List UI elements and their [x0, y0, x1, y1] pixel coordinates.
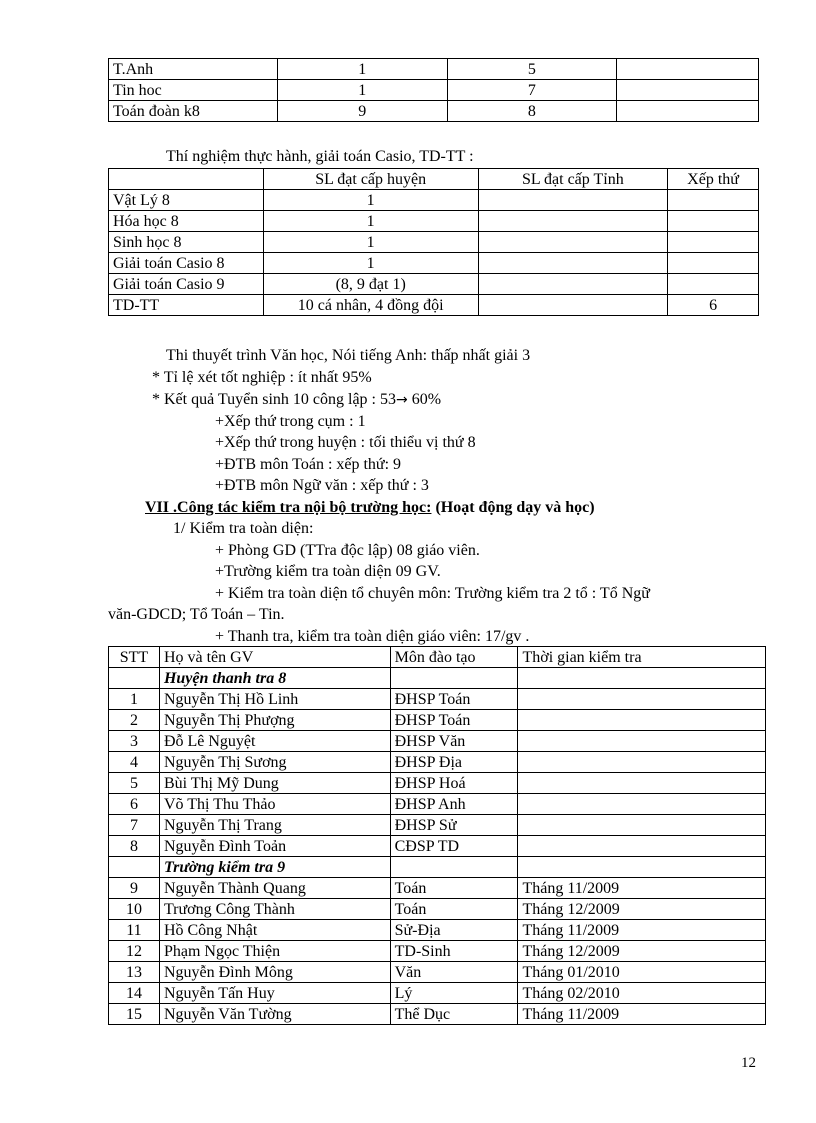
lab-heading: Thí nghiệm thực hành, giải toán Casio, TD-TT : — [166, 148, 474, 165]
table-row — [109, 941, 766, 962]
table-cell: ĐHSP Văn — [390, 731, 518, 752]
table-cell — [518, 815, 766, 836]
table-cell: 5 — [109, 773, 160, 794]
table-cell: T.Anh — [109, 59, 278, 80]
table-cell: 1 — [263, 253, 478, 274]
table-cell — [518, 794, 766, 815]
section-7-item-4a: + Kiểm tra toàn diện tổ chuyên môn: Trường kiểm tra 2 tổ : Tổ Ngữ — [215, 585, 650, 602]
table-cell: Tháng 02/2010 — [518, 983, 766, 1004]
table-cell: Toán — [390, 878, 518, 899]
table-cell — [109, 668, 160, 689]
column-header — [109, 169, 264, 190]
table-cell: 10 — [109, 899, 160, 920]
table-cell: 7 — [109, 815, 160, 836]
table-cell: Bùi Thị Mỹ Dung — [159, 773, 390, 794]
table-cell — [668, 232, 759, 253]
section-7-title — [145, 498, 595, 518]
table-cell: Văn — [390, 962, 518, 983]
table-cell: Hóa học 8 — [109, 211, 264, 232]
table-row — [109, 274, 759, 295]
table-cell: Giải toán Casio 9 — [109, 274, 264, 295]
column-header: SL đạt cấp huyện — [263, 169, 478, 190]
table-row — [109, 920, 766, 941]
table-row — [109, 295, 759, 316]
table-cell — [518, 857, 766, 878]
table-row — [109, 1004, 766, 1025]
table-row — [109, 101, 759, 122]
table-cell: Thể Dục — [390, 1004, 518, 1025]
column-header: Họ và tên GV — [159, 647, 390, 668]
table-cell: Vật Lý 8 — [109, 190, 264, 211]
section-7-title-sub: (Hoạt động dạy và học) — [431, 499, 595, 516]
table-cell — [518, 836, 766, 857]
group-row-district — [109, 668, 766, 689]
table-cell: Nguyễn Thị Sương — [159, 752, 390, 773]
table-cell — [668, 211, 759, 232]
table-cell: Tháng 11/2009 — [518, 878, 766, 899]
table-cell: Tháng 11/2009 — [518, 920, 766, 941]
table-cell — [478, 253, 668, 274]
table-cell: Tháng 12/2009 — [518, 941, 766, 962]
table-row — [109, 836, 766, 857]
notes-line-7: +ĐTB môn Ngữ văn : xếp thứ : 3 — [215, 477, 429, 494]
table-cell: (8, 9 đạt 1) — [263, 274, 478, 295]
teacher-inspection-table — [108, 646, 766, 1025]
notes-line-1: Thi thuyết trình Văn học, Nói tiếng Anh: thấp nhất giải 3 — [166, 347, 531, 364]
column-header: Xếp thứ — [668, 169, 759, 190]
table-cell: Nguyễn Thị Trang — [159, 815, 390, 836]
group-label: Huyện thanh tra 8 — [159, 668, 390, 689]
section-7-item-3: +Trường kiểm tra toàn diện 09 GV. — [215, 563, 441, 580]
table-cell: TD-TT — [109, 295, 264, 316]
group-row-school — [109, 857, 766, 878]
table-cell: Toán đoàn k8 — [109, 101, 278, 122]
table-cell: 8 — [109, 836, 160, 857]
table-cell: Tháng 12/2009 — [518, 899, 766, 920]
table-cell: ĐHSP Anh — [390, 794, 518, 815]
table-row — [109, 689, 766, 710]
table-cell — [617, 80, 759, 101]
arrow-right-icon: → — [396, 392, 408, 408]
table-cell: ĐHSP Toán — [390, 689, 518, 710]
table-cell: Trương Công Thành — [159, 899, 390, 920]
table-cell: 1 — [109, 689, 160, 710]
table-cell: 8 — [447, 101, 617, 122]
table-row — [109, 983, 766, 1004]
table-cell: 6 — [668, 295, 759, 316]
table-cell — [478, 295, 668, 316]
table-cell — [390, 668, 518, 689]
table-cell: Nguyễn Đình Toản — [159, 836, 390, 857]
table-row — [109, 773, 766, 794]
table-cell: 6 — [109, 794, 160, 815]
column-header: STT — [109, 647, 160, 668]
table-cell — [617, 101, 759, 122]
table-row — [109, 731, 766, 752]
results-table-top — [108, 58, 759, 122]
table-cell: ĐHSP Toán — [390, 710, 518, 731]
table-cell — [109, 857, 160, 878]
table-cell: 1 — [263, 211, 478, 232]
table-cell — [478, 190, 668, 211]
table-cell — [518, 752, 766, 773]
table-cell — [668, 274, 759, 295]
page-number: 12 — [741, 1055, 756, 1071]
table-cell — [668, 190, 759, 211]
table-cell: 13 — [109, 962, 160, 983]
table-cell: 1 — [277, 80, 447, 101]
table-cell: Tháng 01/2010 — [518, 962, 766, 983]
table-cell: 12 — [109, 941, 160, 962]
table-row — [109, 80, 759, 101]
table-cell: Phạm Ngọc Thiện — [159, 941, 390, 962]
table-cell — [390, 857, 518, 878]
table-cell: Lý — [390, 983, 518, 1004]
table-cell: 2 — [109, 710, 160, 731]
column-header: Thời gian kiểm tra — [518, 647, 766, 668]
table-cell: 7 — [447, 80, 617, 101]
table-cell: 15 — [109, 1004, 160, 1025]
table-row — [109, 59, 759, 80]
section-7-item-1: 1/ Kiểm tra toàn diện: — [173, 520, 314, 537]
table-cell: Hồ Công Nhật — [159, 920, 390, 941]
column-header: Môn đào tạo — [390, 647, 518, 668]
table-cell — [518, 689, 766, 710]
table-cell: ĐHSP Sử — [390, 815, 518, 836]
table-cell: 3 — [109, 731, 160, 752]
table-row — [109, 232, 759, 253]
table-cell: Nguyễn Thành Quang — [159, 878, 390, 899]
table-cell: Sử-Địa — [390, 920, 518, 941]
table-cell: Nguyễn Đình Mông — [159, 962, 390, 983]
table-cell: Đỗ Lê Nguyệt — [159, 731, 390, 752]
table-cell: 1 — [263, 232, 478, 253]
table-cell: 9 — [109, 878, 160, 899]
table-cell — [617, 59, 759, 80]
table-cell: Nguyễn Văn Tường — [159, 1004, 390, 1025]
table-cell: Nguyễn Thị Phượng — [159, 710, 390, 731]
table-cell — [518, 773, 766, 794]
table-cell: Tháng 11/2009 — [518, 1004, 766, 1025]
table-cell: Nguyễn Thị Hồ Linh — [159, 689, 390, 710]
notes-line-4: +Xếp thứ trong cụm : 1 — [215, 413, 366, 430]
table-row — [109, 962, 766, 983]
section-7-item-5: + Thanh tra, kiểm tra toàn diện giáo viên: 17/gv . — [215, 628, 530, 645]
table-cell: ĐHSP Địa — [390, 752, 518, 773]
table-cell: Toán — [390, 899, 518, 920]
table-cell: 9 — [277, 101, 447, 122]
table-cell: Giải toán Casio 8 — [109, 253, 264, 274]
table-row — [109, 211, 759, 232]
table-cell: 10 cá nhân, 4 đồng đội — [263, 295, 478, 316]
notes-line-5: +Xếp thứ trong huyện : tối thiểu vị thứ 8 — [215, 434, 476, 451]
table-cell: 4 — [109, 752, 160, 773]
table-cell: ĐHSP Hoá — [390, 773, 518, 794]
table-cell: 1 — [277, 59, 447, 80]
table-cell — [478, 211, 668, 232]
table-cell — [668, 253, 759, 274]
section-7-item-4b: văn-GDCD; Tổ Toán – Tin. — [108, 606, 285, 623]
notes-line-3 — [152, 390, 441, 410]
table-row — [109, 752, 766, 773]
table-cell — [518, 710, 766, 731]
table-cell: 5 — [447, 59, 617, 80]
column-header: SL đạt cấp Tỉnh — [478, 169, 668, 190]
competition-table — [108, 168, 759, 316]
table-header-row — [109, 169, 759, 190]
table-row — [109, 815, 766, 836]
table-cell — [478, 274, 668, 295]
table-row — [109, 899, 766, 920]
table-cell: Nguyễn Tấn Huy — [159, 983, 390, 1004]
table-cell: Tin hoc — [109, 80, 278, 101]
table-header-row — [109, 647, 766, 668]
notes-line-6: +ĐTB môn Toán : xếp thứ: 9 — [215, 456, 402, 473]
notes-line-2: * Tỉ lệ xét tốt nghiệp : ít nhất 95% — [152, 369, 372, 386]
table-row — [109, 794, 766, 815]
table-cell: Võ Thị Thu Thảo — [159, 794, 390, 815]
notes-line-3-text: * Kết quả Tuyển sinh 10 công lập : 53 — [152, 391, 396, 408]
table-cell: 1 — [263, 190, 478, 211]
section-7-title-main: VII .Công tác kiểm tra nội bộ trường học: — [145, 499, 432, 516]
table-cell — [478, 232, 668, 253]
table-row — [109, 710, 766, 731]
table-row — [109, 878, 766, 899]
table-cell: Sinh học 8 — [109, 232, 264, 253]
table-cell: TD-Sinh — [390, 941, 518, 962]
table-cell — [518, 668, 766, 689]
table-row — [109, 253, 759, 274]
table-row — [109, 190, 759, 211]
table-cell — [518, 731, 766, 752]
section-7-item-2: + Phòng GD (TTra độc lập) 08 giáo viên. — [215, 542, 480, 559]
table-cell: 11 — [109, 920, 160, 941]
table-cell: 14 — [109, 983, 160, 1004]
table-cell: CĐSP TD — [390, 836, 518, 857]
notes-line-3-tail: 60% — [407, 391, 442, 408]
group-label: Trường kiểm tra 9 — [159, 857, 390, 878]
